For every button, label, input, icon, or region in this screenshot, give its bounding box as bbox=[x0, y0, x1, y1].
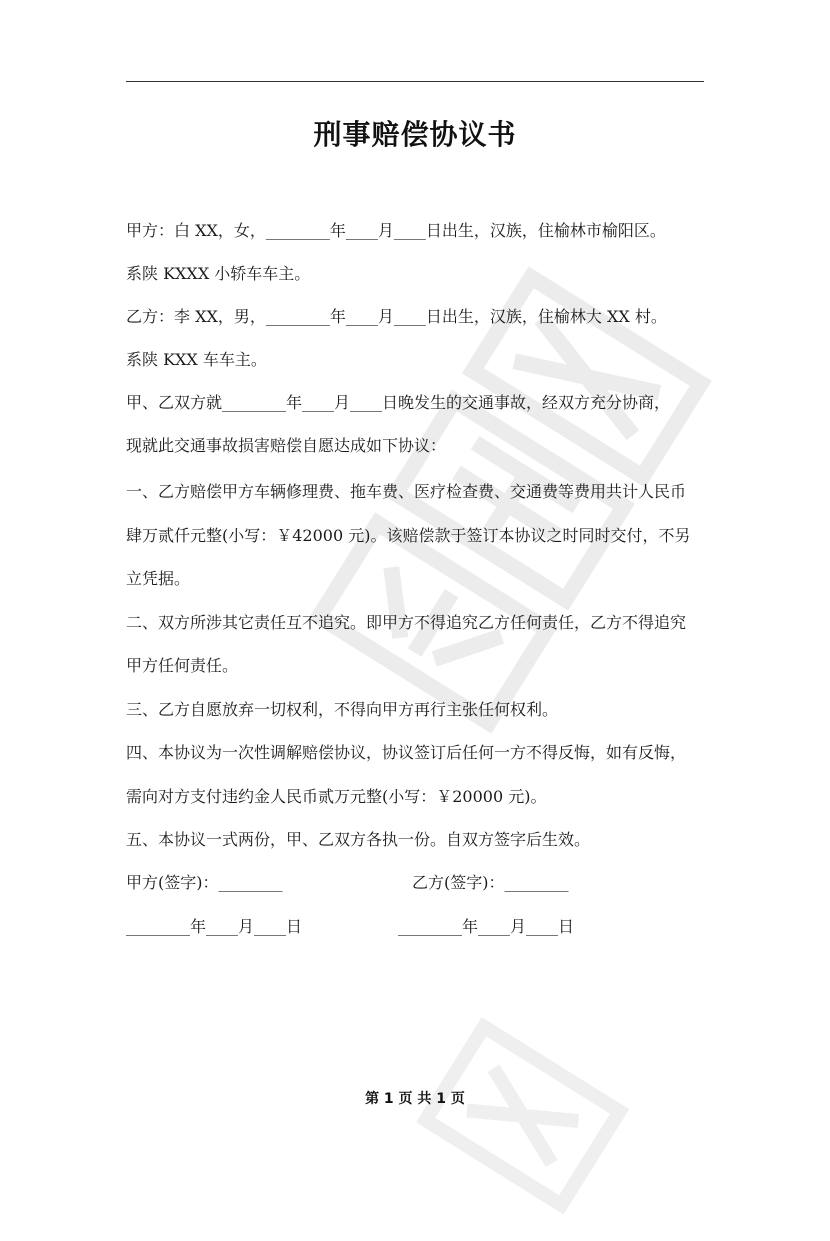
paragraph-line: 肆万贰仟元整(小写：￥42000 元)。该赔偿款于签订本协议之时同时交付，不另 bbox=[126, 526, 691, 545]
signature-date-a: ________年____月____日 bbox=[126, 917, 303, 936]
paragraph-line: 一、乙方赔偿甲方车辆修理费、拖车费、医疗检查费、交通费等费用共计人民币 bbox=[126, 482, 687, 501]
page-number: 第 1 页 共 1 页 bbox=[365, 1091, 465, 1107]
paragraph-line: 现就此交通事故损害赔偿自愿达成如下协议： bbox=[126, 436, 447, 455]
paragraph-line: 需向对方支付违约金人民币贰万元整(小写：￥20000 元)。 bbox=[126, 787, 547, 806]
document-title: 刑事赔偿协议书 bbox=[313, 118, 517, 151]
paragraph-line: 四、本协议为一次性调解赔偿协议，协议签订后任何一方不得反悔，如有反悔， bbox=[126, 743, 687, 762]
signature-date-b: ________年____月____日 bbox=[398, 917, 575, 936]
paragraph-line: 五、本协议一式两份，甲、乙双方各执一份。自双方签字后生效。 bbox=[126, 830, 591, 849]
header-rule bbox=[126, 81, 704, 82]
paragraph-line: 三、乙方自愿放弃一切权利，不得向甲方再行主张任何权利。 bbox=[126, 700, 559, 719]
paragraph-line: 系陕 KXX 车车主。 bbox=[126, 350, 267, 369]
paragraph-line: 二、双方所涉其它责任互不追究。即甲方不得追究乙方任何责任，乙方不得追究 bbox=[126, 613, 687, 632]
paragraph-line: 系陕 KXXX 小轿车车主。 bbox=[126, 264, 311, 283]
paragraph-line: 立凭据。 bbox=[126, 569, 191, 588]
watermark-logo-partial bbox=[393, 999, 647, 1241]
paragraph-line: 甲方：白 XX，女，________年____月____日出生，汉族，住榆林市榆阳区。 bbox=[126, 221, 666, 240]
paragraph-line: 甲、乙双方就________年____月____日晚发生的交通事故，经双方充分协商， bbox=[126, 393, 671, 412]
signature-party-b: 乙方(签字)：________ bbox=[412, 873, 569, 892]
paragraph-line: 甲方任何责任。 bbox=[126, 656, 239, 675]
paragraph-line: 乙方：李 XX，男，________年____月____日出生，汉族，住榆林大 XX 村。 bbox=[126, 307, 667, 326]
signature-party-a: 甲方(签字)：________ bbox=[126, 873, 283, 892]
